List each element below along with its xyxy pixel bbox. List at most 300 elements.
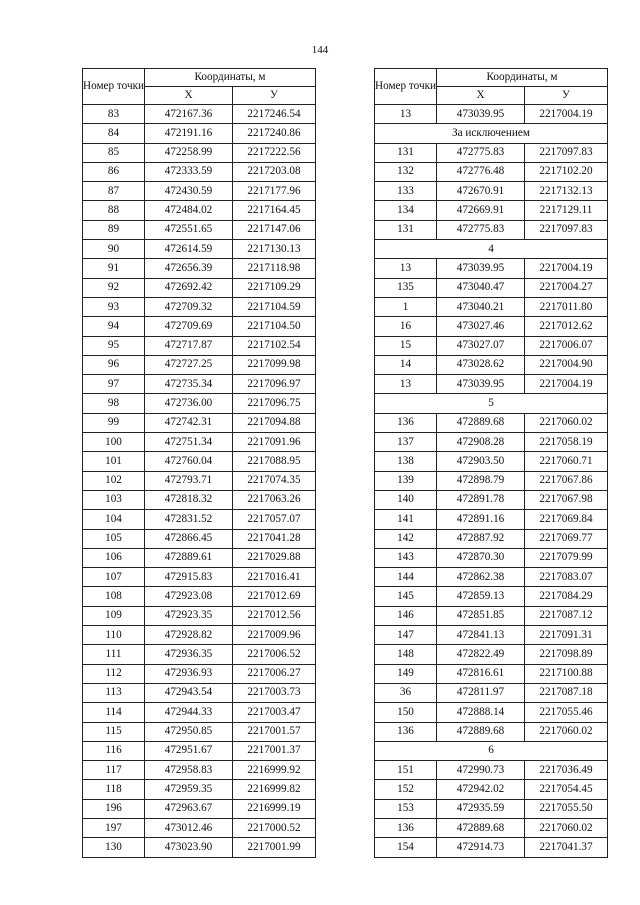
point-number-cell: 152	[375, 780, 437, 799]
y-coordinate-cell: 2217009.96	[233, 626, 316, 645]
point-number-cell: 137	[375, 433, 437, 452]
x-coordinate-cell: 472670.91	[437, 182, 525, 201]
y-coordinate-cell: 2217087.12	[525, 606, 608, 625]
section-label: 6	[375, 741, 608, 760]
x-coordinate-cell: 472811.97	[437, 683, 525, 702]
y-coordinate-cell: 2217088.95	[233, 452, 316, 471]
x-coordinate-cell: 472936.93	[145, 664, 233, 683]
table-row	[83, 529, 316, 548]
y-coordinate-cell: 2217006.07	[525, 336, 608, 355]
y-coordinate-cell: 2217164.45	[233, 201, 316, 220]
x-coordinate-cell: 473039.95	[437, 105, 525, 124]
table-row	[83, 297, 316, 316]
y-coordinate-cell: 2217109.29	[233, 278, 316, 297]
y-coordinate-cell: 2217011.80	[525, 297, 608, 316]
table-row	[375, 375, 608, 394]
y-coordinate-cell: 2217098.89	[525, 645, 608, 664]
table-row	[83, 471, 316, 490]
y-coordinate-cell: 2217012.69	[233, 587, 316, 606]
table-row	[83, 355, 316, 374]
y-coordinate-cell: 2217006.27	[233, 664, 316, 683]
x-coordinate-cell: 472963.67	[145, 799, 233, 818]
table-row	[83, 838, 316, 857]
table-row	[83, 394, 316, 413]
y-coordinate-cell: 2217001.37	[233, 741, 316, 760]
y-coordinate-cell: 2217004.19	[525, 259, 608, 278]
table-header	[375, 69, 608, 105]
x-coordinate-cell: 472775.83	[437, 220, 525, 239]
y-coordinate-cell: 2217084.29	[525, 587, 608, 606]
table-row	[375, 143, 608, 162]
y-coordinate-cell: 2217102.20	[525, 162, 608, 181]
table-row	[375, 452, 608, 471]
x-coordinate-cell: 472831.52	[145, 510, 233, 529]
y-coordinate-cell: 2217060.71	[525, 452, 608, 471]
point-number-cell: 92	[83, 278, 145, 297]
table-row	[375, 259, 608, 278]
point-number-cell: 95	[83, 336, 145, 355]
x-coordinate-cell: 472923.35	[145, 606, 233, 625]
x-coordinate-cell: 472923.08	[145, 587, 233, 606]
table-row	[375, 703, 608, 722]
x-coordinate-cell: 472614.59	[145, 240, 233, 259]
table-row	[83, 162, 316, 181]
x-coordinate-cell: 472859.13	[437, 587, 525, 606]
table-row	[375, 355, 608, 374]
page-number: 144	[311, 44, 329, 56]
x-coordinate-cell: 472818.32	[145, 490, 233, 509]
y-coordinate-cell: 2217055.50	[525, 799, 608, 818]
x-coordinate-cell: 472889.61	[145, 548, 233, 567]
table-row	[83, 124, 316, 143]
table-row	[375, 201, 608, 220]
y-coordinate-cell: 2217074.35	[233, 471, 316, 490]
y-coordinate-cell: 2217057.07	[233, 510, 316, 529]
header-point-number: Номер точки	[375, 69, 437, 105]
y-coordinate-cell: 2217058.19	[525, 433, 608, 452]
y-coordinate-cell: 2217097.83	[525, 143, 608, 162]
x-coordinate-cell: 472936.35	[145, 645, 233, 664]
table-row	[375, 510, 608, 529]
point-number-cell: 14	[375, 355, 437, 374]
table-row	[375, 490, 608, 509]
point-number-cell: 140	[375, 490, 437, 509]
header-y: У	[525, 87, 608, 105]
section-label: 5	[375, 394, 608, 413]
table-row	[83, 722, 316, 741]
y-coordinate-cell: 2217091.96	[233, 433, 316, 452]
point-number-cell: 113	[83, 683, 145, 702]
x-coordinate-cell: 472692.42	[145, 278, 233, 297]
coordinates-table-left	[82, 68, 316, 858]
point-number-cell: 90	[83, 240, 145, 259]
table-row	[83, 780, 316, 799]
y-coordinate-cell: 2217129.11	[525, 201, 608, 220]
point-number-cell: 97	[83, 375, 145, 394]
x-coordinate-cell: 472258.99	[145, 143, 233, 162]
table-row	[375, 105, 608, 124]
point-number-cell: 36	[375, 683, 437, 702]
x-coordinate-cell: 472898.79	[437, 471, 525, 490]
point-number-cell: 93	[83, 297, 145, 316]
point-number-cell: 134	[375, 201, 437, 220]
y-coordinate-cell: 2217083.07	[525, 568, 608, 587]
table-row	[83, 375, 316, 394]
x-coordinate-cell: 472914.73	[437, 838, 525, 857]
y-coordinate-cell: 2217099.98	[233, 355, 316, 374]
y-coordinate-cell: 2217004.90	[525, 355, 608, 374]
table-row	[83, 741, 316, 760]
x-coordinate-cell: 472167.36	[145, 105, 233, 124]
y-coordinate-cell: 2217222.56	[233, 143, 316, 162]
x-coordinate-cell: 472776.48	[437, 162, 525, 181]
y-coordinate-cell: 2217016.41	[233, 568, 316, 587]
x-coordinate-cell: 472951.67	[145, 741, 233, 760]
y-coordinate-cell: 2217067.98	[525, 490, 608, 509]
x-coordinate-cell: 472709.69	[145, 317, 233, 336]
point-number-cell: 136	[375, 413, 437, 432]
x-coordinate-cell: 472903.50	[437, 452, 525, 471]
table-row	[83, 143, 316, 162]
x-coordinate-cell: 472851.85	[437, 606, 525, 625]
point-number-cell: 1	[375, 297, 437, 316]
point-number-cell: 136	[375, 818, 437, 837]
point-number-cell: 91	[83, 259, 145, 278]
point-number-cell: 149	[375, 664, 437, 683]
y-coordinate-cell: 2216999.19	[233, 799, 316, 818]
y-coordinate-cell: 2217094.88	[233, 413, 316, 432]
table-row	[375, 548, 608, 567]
table-row	[375, 433, 608, 452]
y-coordinate-cell: 2217060.02	[525, 413, 608, 432]
x-coordinate-cell: 473028.62	[437, 355, 525, 374]
table-row	[375, 471, 608, 490]
table-row	[83, 490, 316, 509]
x-coordinate-cell: 473039.95	[437, 375, 525, 394]
y-coordinate-cell: 2217012.62	[525, 317, 608, 336]
table-row	[375, 317, 608, 336]
table-row	[83, 664, 316, 683]
table-row	[83, 606, 316, 625]
table-row	[375, 568, 608, 587]
y-coordinate-cell: 2217012.56	[233, 606, 316, 625]
table-row	[375, 162, 608, 181]
point-number-cell: 88	[83, 201, 145, 220]
point-number-cell: 94	[83, 317, 145, 336]
table-row	[83, 413, 316, 432]
point-number-cell: 87	[83, 182, 145, 201]
point-number-cell: 100	[83, 433, 145, 452]
x-coordinate-cell: 472943.54	[145, 683, 233, 702]
x-coordinate-cell: 472950.85	[145, 722, 233, 741]
x-coordinate-cell: 472656.39	[145, 259, 233, 278]
table-row	[375, 587, 608, 606]
table-row	[83, 317, 316, 336]
table-row	[375, 606, 608, 625]
point-number-cell: 131	[375, 220, 437, 239]
table-row	[83, 452, 316, 471]
point-number-cell: 16	[375, 317, 437, 336]
y-coordinate-cell: 2216999.82	[233, 780, 316, 799]
x-coordinate-cell: 472735.34	[145, 375, 233, 394]
table-row	[83, 799, 316, 818]
table-row	[83, 683, 316, 702]
table-row	[375, 761, 608, 780]
y-coordinate-cell: 2217067.86	[525, 471, 608, 490]
table-row	[375, 626, 608, 645]
x-coordinate-cell: 472888.14	[437, 703, 525, 722]
table-header	[83, 69, 316, 105]
point-number-cell: 116	[83, 741, 145, 760]
section-row	[375, 124, 608, 143]
y-coordinate-cell: 2217240.86	[233, 124, 316, 143]
x-coordinate-cell: 472889.68	[437, 818, 525, 837]
table-row	[83, 703, 316, 722]
point-number-cell: 106	[83, 548, 145, 567]
x-coordinate-cell: 472891.78	[437, 490, 525, 509]
y-coordinate-cell: 2217069.77	[525, 529, 608, 548]
table-row	[83, 105, 316, 124]
x-coordinate-cell: 472887.92	[437, 529, 525, 548]
point-number-cell: 86	[83, 162, 145, 181]
x-coordinate-cell: 472928.82	[145, 626, 233, 645]
table-row	[83, 336, 316, 355]
point-number-cell: 108	[83, 587, 145, 606]
point-number-cell: 154	[375, 838, 437, 857]
x-coordinate-cell: 472709.32	[145, 297, 233, 316]
table-row	[375, 220, 608, 239]
point-number-cell: 146	[375, 606, 437, 625]
table-row	[83, 645, 316, 664]
x-coordinate-cell: 472727.25	[145, 355, 233, 374]
table-row	[375, 297, 608, 316]
point-number-cell: 196	[83, 799, 145, 818]
x-coordinate-cell: 472870.30	[437, 548, 525, 567]
point-number-cell: 98	[83, 394, 145, 413]
point-number-cell: 111	[83, 645, 145, 664]
x-coordinate-cell: 472736.00	[145, 394, 233, 413]
table-row	[83, 626, 316, 645]
point-number-cell: 13	[375, 105, 437, 124]
x-coordinate-cell: 473027.07	[437, 336, 525, 355]
header-x: X	[437, 87, 525, 105]
point-number-cell: 145	[375, 587, 437, 606]
point-number-cell: 89	[83, 220, 145, 239]
y-coordinate-cell: 2217004.27	[525, 278, 608, 297]
point-number-cell: 13	[375, 375, 437, 394]
y-coordinate-cell: 2217203.08	[233, 162, 316, 181]
table-row	[375, 182, 608, 201]
table-row	[375, 799, 608, 818]
point-number-cell: 109	[83, 606, 145, 625]
point-number-cell: 118	[83, 780, 145, 799]
table-row	[375, 838, 608, 857]
point-number-cell: 132	[375, 162, 437, 181]
table-row	[375, 818, 608, 837]
point-number-cell: 138	[375, 452, 437, 471]
y-coordinate-cell: 2217055.46	[525, 703, 608, 722]
y-coordinate-cell: 2217097.83	[525, 220, 608, 239]
point-number-cell: 135	[375, 278, 437, 297]
y-coordinate-cell: 2217006.52	[233, 645, 316, 664]
x-coordinate-cell: 472669.91	[437, 201, 525, 220]
table-row	[83, 201, 316, 220]
table-row	[375, 278, 608, 297]
section-label: 4	[375, 240, 608, 259]
y-coordinate-cell: 2216999.92	[233, 761, 316, 780]
table-row	[83, 259, 316, 278]
y-coordinate-cell: 2217104.50	[233, 317, 316, 336]
section-row	[375, 394, 608, 413]
table-row	[83, 182, 316, 201]
x-coordinate-cell: 472775.83	[437, 143, 525, 162]
y-coordinate-cell: 2217000.52	[233, 818, 316, 837]
table-row	[83, 240, 316, 259]
y-coordinate-cell: 2217246.54	[233, 105, 316, 124]
table-row	[375, 683, 608, 702]
y-coordinate-cell: 2217079.99	[525, 548, 608, 567]
y-coordinate-cell: 2217001.57	[233, 722, 316, 741]
y-coordinate-cell: 2217132.13	[525, 182, 608, 201]
coordinates-table-right	[374, 68, 608, 858]
point-number-cell: 143	[375, 548, 437, 567]
table-row	[83, 548, 316, 567]
table-row	[83, 587, 316, 606]
x-coordinate-cell: 473023.90	[145, 838, 233, 857]
point-number-cell: 104	[83, 510, 145, 529]
point-number-cell: 130	[83, 838, 145, 857]
table-row	[83, 433, 316, 452]
x-coordinate-cell: 472959.35	[145, 780, 233, 799]
point-number-cell: 150	[375, 703, 437, 722]
point-number-cell: 101	[83, 452, 145, 471]
y-coordinate-cell: 2217063.26	[233, 490, 316, 509]
table-body	[83, 105, 316, 858]
point-number-cell: 117	[83, 761, 145, 780]
y-coordinate-cell: 2217147.06	[233, 220, 316, 239]
table-row	[375, 722, 608, 741]
x-coordinate-cell: 472942.02	[437, 780, 525, 799]
y-coordinate-cell: 2217130.13	[233, 240, 316, 259]
y-coordinate-cell: 2217100.88	[525, 664, 608, 683]
point-number-cell: 107	[83, 568, 145, 587]
x-coordinate-cell: 472891.16	[437, 510, 525, 529]
y-coordinate-cell: 2217001.99	[233, 838, 316, 857]
table-row	[375, 413, 608, 432]
point-number-cell: 131	[375, 143, 437, 162]
x-coordinate-cell: 472866.45	[145, 529, 233, 548]
y-coordinate-cell: 2217029.88	[233, 548, 316, 567]
table-row	[375, 645, 608, 664]
point-number-cell: 13	[375, 259, 437, 278]
point-number-cell: 147	[375, 626, 437, 645]
point-number-cell: 102	[83, 471, 145, 490]
header-coordinates: Координаты, м	[437, 69, 608, 87]
y-coordinate-cell: 2217036.49	[525, 761, 608, 780]
table-row	[83, 220, 316, 239]
x-coordinate-cell: 472742.31	[145, 413, 233, 432]
table-row	[375, 529, 608, 548]
header-y: У	[233, 87, 316, 105]
point-number-cell: 85	[83, 143, 145, 162]
table-row	[83, 818, 316, 837]
table-row	[375, 664, 608, 683]
x-coordinate-cell: 472908.28	[437, 433, 525, 452]
x-coordinate-cell: 472889.68	[437, 413, 525, 432]
y-coordinate-cell: 2217041.37	[525, 838, 608, 857]
y-coordinate-cell: 2217177.96	[233, 182, 316, 201]
point-number-cell: 144	[375, 568, 437, 587]
y-coordinate-cell: 2217118.98	[233, 259, 316, 278]
point-number-cell: 99	[83, 413, 145, 432]
section-row	[375, 741, 608, 760]
x-coordinate-cell: 472944.33	[145, 703, 233, 722]
x-coordinate-cell: 472862.38	[437, 568, 525, 587]
table-row	[83, 568, 316, 587]
y-coordinate-cell: 2217003.73	[233, 683, 316, 702]
point-number-cell: 197	[83, 818, 145, 837]
y-coordinate-cell: 2217054.45	[525, 780, 608, 799]
x-coordinate-cell: 473012.46	[145, 818, 233, 837]
table-row	[375, 336, 608, 355]
point-number-cell: 151	[375, 761, 437, 780]
point-number-cell: 96	[83, 355, 145, 374]
y-coordinate-cell: 2217091.31	[525, 626, 608, 645]
y-coordinate-cell: 2217102.54	[233, 336, 316, 355]
table-row	[375, 780, 608, 799]
x-coordinate-cell: 472760.04	[145, 452, 233, 471]
x-coordinate-cell: 473040.21	[437, 297, 525, 316]
y-coordinate-cell: 2217004.19	[525, 105, 608, 124]
x-coordinate-cell: 473040.47	[437, 278, 525, 297]
table-row	[83, 510, 316, 529]
y-coordinate-cell: 2217096.75	[233, 394, 316, 413]
x-coordinate-cell: 472751.34	[145, 433, 233, 452]
x-coordinate-cell: 472484.02	[145, 201, 233, 220]
point-number-cell: 153	[375, 799, 437, 818]
point-number-cell: 133	[375, 182, 437, 201]
x-coordinate-cell: 472935.59	[437, 799, 525, 818]
point-number-cell: 103	[83, 490, 145, 509]
x-coordinate-cell: 472889.68	[437, 722, 525, 741]
point-number-cell: 84	[83, 124, 145, 143]
x-coordinate-cell: 472793.71	[145, 471, 233, 490]
x-coordinate-cell: 473039.95	[437, 259, 525, 278]
x-coordinate-cell: 472990.73	[437, 761, 525, 780]
y-coordinate-cell: 2217087.18	[525, 683, 608, 702]
point-number-cell: 142	[375, 529, 437, 548]
point-number-cell: 148	[375, 645, 437, 664]
point-number-cell: 110	[83, 626, 145, 645]
point-number-cell: 141	[375, 510, 437, 529]
x-coordinate-cell: 472841.13	[437, 626, 525, 645]
y-coordinate-cell: 2217060.02	[525, 818, 608, 837]
point-number-cell: 105	[83, 529, 145, 548]
y-coordinate-cell: 2217104.59	[233, 297, 316, 316]
point-number-cell: 115	[83, 722, 145, 741]
point-number-cell: 112	[83, 664, 145, 683]
y-coordinate-cell: 2217096.97	[233, 375, 316, 394]
x-coordinate-cell: 472915.83	[145, 568, 233, 587]
section-row	[375, 240, 608, 259]
y-coordinate-cell: 2217003.47	[233, 703, 316, 722]
x-coordinate-cell: 472333.59	[145, 162, 233, 181]
header-x: X	[145, 87, 233, 105]
point-number-cell: 15	[375, 336, 437, 355]
x-coordinate-cell: 472191.16	[145, 124, 233, 143]
x-coordinate-cell: 472430.59	[145, 182, 233, 201]
header-point-number: Номер точки	[83, 69, 145, 105]
